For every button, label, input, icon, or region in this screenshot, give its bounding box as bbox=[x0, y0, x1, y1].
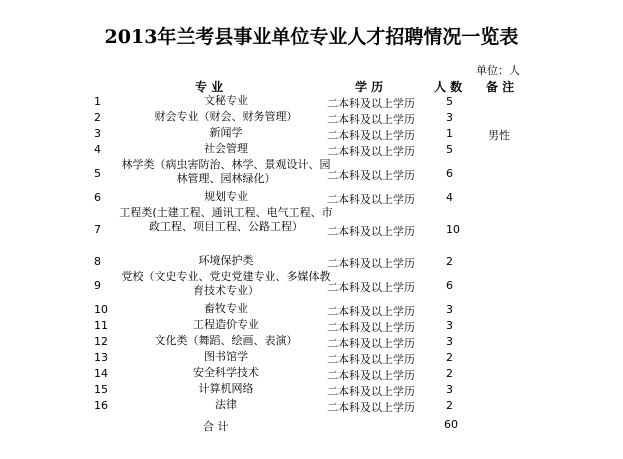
row-index: 16 bbox=[94, 399, 108, 412]
row-count: 2 bbox=[446, 351, 453, 364]
row-index: 2 bbox=[94, 111, 101, 124]
row-education: 二本科及以上学历 bbox=[327, 225, 415, 238]
row-education: 二本科及以上学历 bbox=[327, 129, 415, 142]
row-count: 6 bbox=[446, 167, 453, 180]
total-label: 合 计 bbox=[203, 420, 229, 433]
header-count: 人 数 bbox=[434, 80, 463, 94]
row-count: 10 bbox=[446, 223, 460, 236]
row-index: 4 bbox=[94, 143, 101, 156]
row-major: 法律 bbox=[215, 398, 237, 411]
table-row bbox=[0, 318, 623, 334]
table-row bbox=[0, 350, 623, 366]
row-major: 工程造价专业 bbox=[193, 318, 259, 331]
row-index: 5 bbox=[94, 167, 101, 180]
row-count: 2 bbox=[446, 255, 453, 268]
total-count: 60 bbox=[444, 418, 458, 431]
row-major: 林学类（病虫害防治、林学、景观设计、园林管理、园林绿化） bbox=[121, 158, 331, 185]
row-index: 9 bbox=[94, 279, 101, 292]
row-note: 男性 bbox=[488, 129, 510, 142]
table-row bbox=[0, 206, 623, 254]
row-count: 5 bbox=[446, 143, 453, 156]
table-row bbox=[0, 142, 623, 158]
header-major: 专 业 bbox=[195, 80, 224, 94]
row-index: 14 bbox=[94, 367, 108, 380]
row-education: 二本科及以上学历 bbox=[327, 97, 415, 110]
table-row bbox=[0, 398, 623, 414]
row-count: 3 bbox=[446, 335, 453, 348]
row-index: 11 bbox=[94, 319, 108, 332]
row-count: 3 bbox=[446, 111, 453, 124]
row-count: 5 bbox=[446, 95, 453, 108]
row-major: 图书馆学 bbox=[204, 350, 248, 363]
row-count: 6 bbox=[446, 279, 453, 292]
row-education: 二本科及以上学历 bbox=[327, 353, 415, 366]
table-row bbox=[0, 126, 623, 142]
row-major: 文化类（舞蹈、绘画、表演） bbox=[154, 334, 298, 347]
row-index: 13 bbox=[94, 351, 108, 364]
row-index: 12 bbox=[94, 335, 108, 348]
row-index: 7 bbox=[94, 223, 101, 236]
row-major: 新闻学 bbox=[209, 126, 243, 139]
row-major: 规划专业 bbox=[204, 190, 248, 203]
row-index: 8 bbox=[94, 255, 101, 268]
row-education: 二本科及以上学历 bbox=[327, 145, 415, 158]
row-index: 3 bbox=[94, 127, 101, 140]
row-education: 二本科及以上学历 bbox=[327, 193, 415, 206]
table-row bbox=[0, 158, 623, 190]
row-count: 2 bbox=[446, 399, 453, 412]
row-education: 二本科及以上学历 bbox=[327, 369, 415, 382]
row-index: 15 bbox=[94, 383, 108, 396]
row-major: 社会管理 bbox=[204, 142, 248, 155]
table-row bbox=[0, 382, 623, 398]
row-education: 二本科及以上学历 bbox=[327, 385, 415, 398]
row-count: 4 bbox=[446, 191, 453, 204]
row-education: 二本科及以上学历 bbox=[327, 305, 415, 318]
header-education: 学 历 bbox=[355, 80, 384, 94]
row-education: 二本科及以上学历 bbox=[327, 321, 415, 334]
row-count: 3 bbox=[446, 303, 453, 316]
row-major: 计算机网络 bbox=[198, 382, 254, 395]
row-education: 二本科及以上学历 bbox=[327, 169, 415, 182]
table-row bbox=[0, 366, 623, 382]
row-count: 3 bbox=[446, 319, 453, 332]
row-education: 二本科及以上学历 bbox=[327, 401, 415, 414]
row-major: 畜牧专业 bbox=[204, 302, 248, 315]
row-count: 3 bbox=[446, 383, 453, 396]
row-count: 2 bbox=[446, 367, 453, 380]
row-major: 安全科学技术 bbox=[193, 366, 259, 379]
unit-label: 单位：人 bbox=[476, 64, 520, 77]
page-title: 2013年兰考县事业单位专业人才招聘情况一览表 bbox=[104, 26, 519, 48]
row-education: 二本科及以上学历 bbox=[327, 281, 415, 294]
table-row bbox=[0, 190, 623, 206]
row-index: 10 bbox=[94, 303, 108, 316]
row-index: 1 bbox=[94, 95, 101, 108]
row-major: 工程类(土建工程、通讯工程、电气工程、市政工程、项目工程、公路工程） bbox=[119, 206, 333, 233]
row-education: 二本科及以上学历 bbox=[327, 113, 415, 126]
row-major: 环境保护类 bbox=[198, 254, 254, 267]
table-row bbox=[0, 270, 623, 302]
table-row bbox=[0, 110, 623, 126]
row-education: 二本科及以上学历 bbox=[327, 257, 415, 270]
row-major: 文秘专业 bbox=[204, 94, 248, 107]
table-row bbox=[0, 302, 623, 318]
row-education: 二本科及以上学历 bbox=[327, 337, 415, 350]
row-index: 6 bbox=[94, 191, 101, 204]
row-count: 1 bbox=[446, 127, 453, 140]
table-row bbox=[0, 94, 623, 110]
header-note: 备 注 bbox=[486, 80, 515, 94]
row-major: 党校（文史专业、党史党建专业、多媒体教育技术专业） bbox=[121, 270, 331, 297]
row-major: 财会专业（财会、财务管理） bbox=[154, 110, 298, 123]
table-row bbox=[0, 334, 623, 350]
table-row bbox=[0, 254, 623, 270]
